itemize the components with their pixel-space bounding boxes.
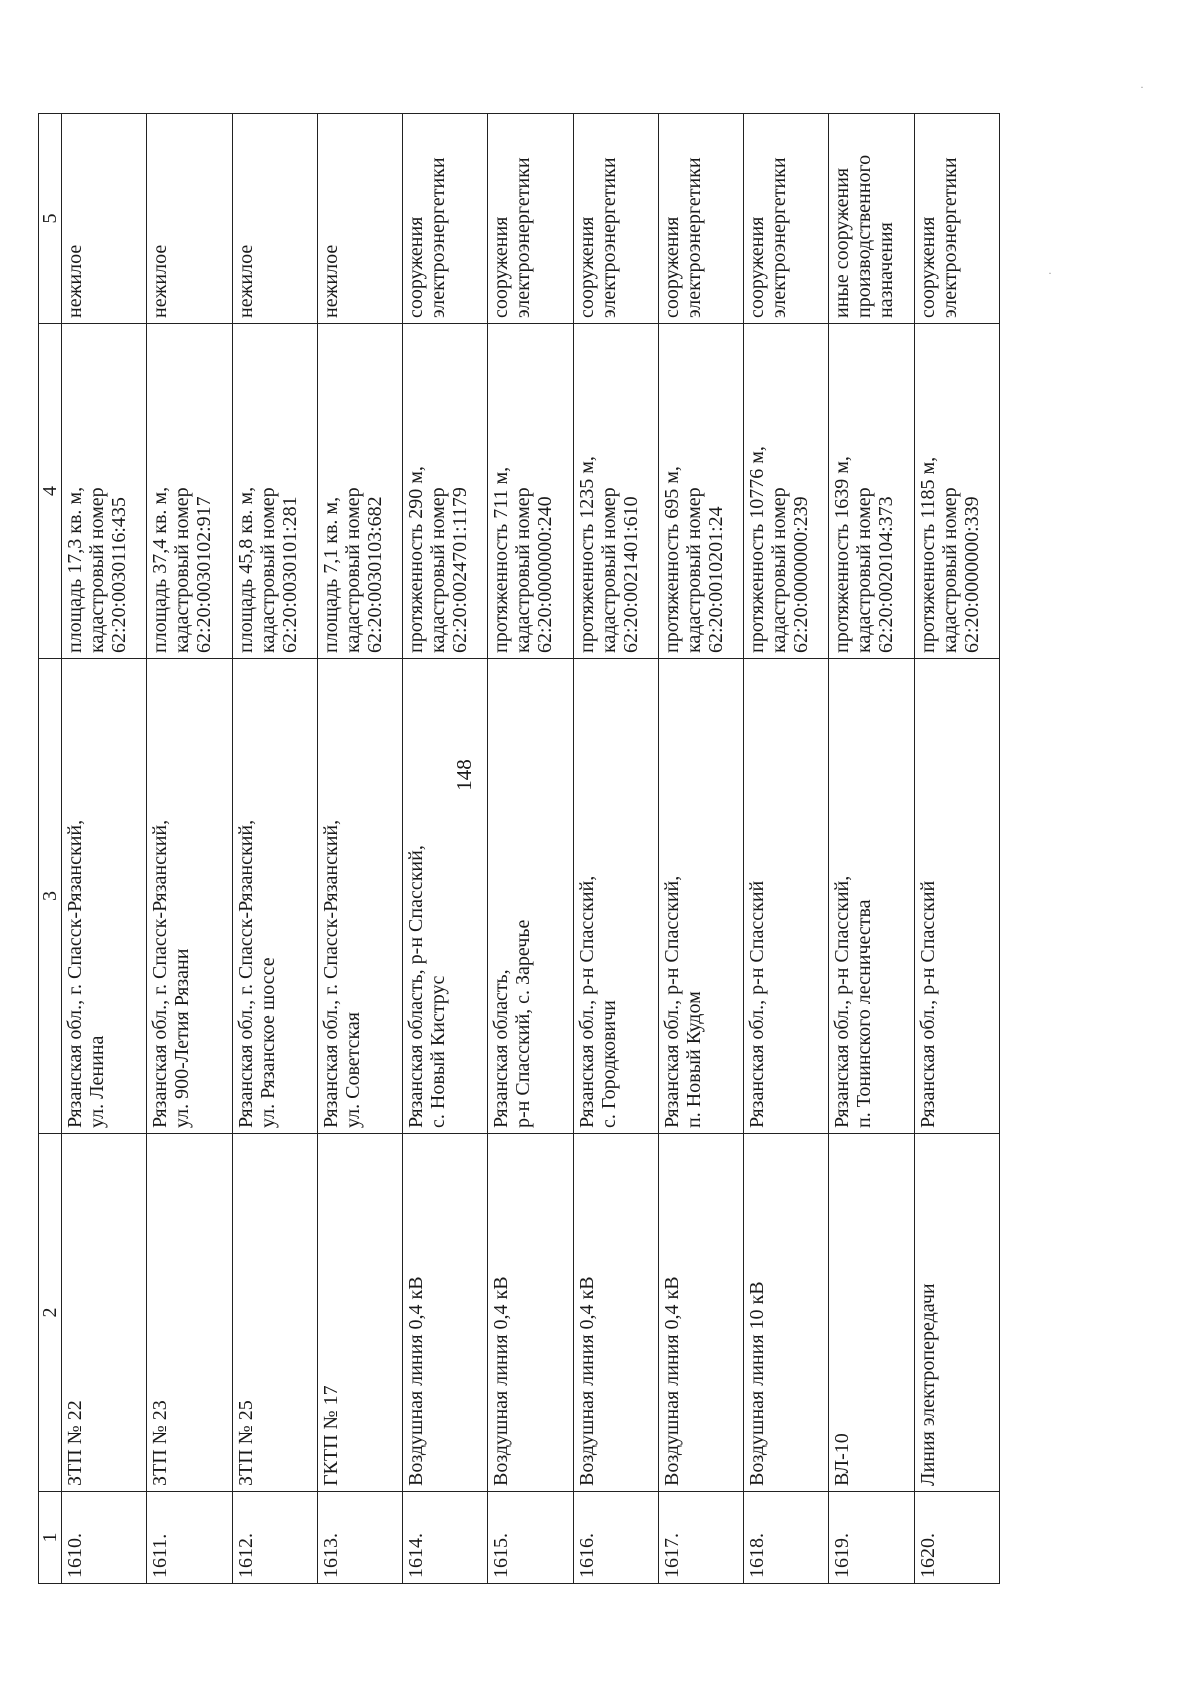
cell-purpose-line: электроэнергетики xyxy=(938,157,961,318)
cell-purpose-line: электроэнергетики xyxy=(768,157,791,318)
table-row xyxy=(403,114,488,1584)
cell-purpose xyxy=(658,114,743,324)
cell-number: 1611. xyxy=(147,1492,232,1584)
cell-number: 1615. xyxy=(488,1492,573,1584)
cell-address-line: ул. Ленина xyxy=(86,1035,108,1128)
cell-specs xyxy=(488,324,573,659)
header-col-1: 1 xyxy=(39,1492,62,1584)
cell-specs-line: 62:20:0024701:1179 xyxy=(449,487,472,653)
cell-address-line: Рязанская обл., г. Спасск-Рязанский, xyxy=(64,819,86,1128)
cell-address-line: Рязанская обл., р-н Спасский, xyxy=(660,875,683,1128)
cell-address-line: Рязанская обл., г. Спасск-Рязанский, xyxy=(234,819,257,1128)
cell-address-line: Рязанская обл., р-н Спасский, xyxy=(575,875,598,1128)
table-row xyxy=(658,114,743,1584)
table-row xyxy=(147,114,232,1584)
cell-purpose xyxy=(744,114,829,324)
cell-address-line: ул. 900-Летия Рязани xyxy=(171,948,194,1128)
header-col-2: 2 xyxy=(39,1134,62,1492)
cell-specs-line: кадастровый номер xyxy=(853,487,876,653)
cell-purpose xyxy=(232,114,317,324)
cell-specs-line: протяженность 695 м, xyxy=(660,466,683,653)
registry-table xyxy=(38,113,1000,1584)
table-frame xyxy=(38,114,1000,1584)
cell-purpose xyxy=(317,114,402,324)
cell-number: 1619. xyxy=(829,1492,914,1584)
cell-object-name: Воздушная линия 10 кВ xyxy=(744,1134,829,1492)
cell-address-line: с. Городковичи xyxy=(597,1000,620,1128)
cell-specs xyxy=(573,324,658,659)
table-row xyxy=(744,114,829,1584)
cell-specs-line: площадь 37,4 кв. м, xyxy=(149,486,172,653)
cell-purpose xyxy=(488,114,573,324)
cell-number: 1618. xyxy=(744,1492,829,1584)
scan-speck: · xyxy=(1048,266,1052,280)
cell-purpose-line: электроэнергетики xyxy=(682,157,705,318)
cell-object-name: ЗТП № 23 xyxy=(147,1134,232,1492)
cell-address xyxy=(232,659,317,1134)
cell-specs xyxy=(829,324,914,659)
cell-object-name: Воздушная линия 0,4 кВ xyxy=(573,1134,658,1492)
table-body xyxy=(62,114,1000,1584)
cell-specs xyxy=(914,324,999,659)
table-row xyxy=(317,114,402,1584)
cell-number: 1616. xyxy=(573,1492,658,1584)
cell-specs-line: 62:20:0000000:339 xyxy=(960,496,983,653)
cell-specs-line: площадь 17,3 кв. м, xyxy=(64,486,86,653)
cell-object-name: Воздушная линия 0,4 кВ xyxy=(658,1134,743,1492)
cell-object-name: ЗТП № 22 xyxy=(62,1134,147,1492)
cell-address-line: Рязанская область, xyxy=(490,969,513,1128)
cell-purpose-line: нежилое xyxy=(319,244,342,318)
cell-purpose-line: иные сооружения xyxy=(831,167,854,318)
cell-specs-line: кадастровый номер xyxy=(256,487,279,653)
cell-object-name: Воздушная линия 0,4 кВ xyxy=(403,1134,488,1492)
table-row xyxy=(232,114,317,1584)
cell-number: 1612. xyxy=(232,1492,317,1584)
cell-purpose-line: сооружения xyxy=(405,216,428,318)
header-col-5: 5 xyxy=(39,114,62,324)
cell-purpose xyxy=(829,114,914,324)
cell-address xyxy=(658,659,743,1134)
cell-purpose xyxy=(403,114,488,324)
cell-specs xyxy=(403,324,488,659)
table-row xyxy=(488,114,573,1584)
table-row xyxy=(573,114,658,1584)
cell-specs-line: протяженность 10776 м, xyxy=(746,446,769,653)
cell-specs-line: протяженность 290 м, xyxy=(405,466,428,653)
cell-purpose xyxy=(914,114,999,324)
cell-object-name: Линия электропередачи xyxy=(914,1134,999,1492)
cell-specs-line: 62:20:0030103:682 xyxy=(363,496,386,653)
cell-object-name: Воздушная линия 0,4 кВ xyxy=(488,1134,573,1492)
cell-specs-line: протяженность 711 м, xyxy=(490,466,513,653)
header-row xyxy=(39,114,62,1584)
cell-address xyxy=(914,659,999,1134)
cell-number: 1610. xyxy=(62,1492,147,1584)
cell-address-line: Рязанская обл., г. Спасск-Рязанский, xyxy=(149,819,172,1128)
cell-purpose-line: сооружения xyxy=(746,216,769,318)
cell-specs-line: 62:20:0021401:610 xyxy=(619,496,642,653)
cell-address-line: Рязанская обл., р-н Спасский, xyxy=(831,875,854,1128)
cell-specs xyxy=(317,324,402,659)
cell-specs-line: кадастровый номер xyxy=(938,487,961,653)
cell-object-name: ЗТП № 25 xyxy=(232,1134,317,1492)
cell-address xyxy=(488,659,573,1134)
cell-address-line: ул. Рязанское шоссе xyxy=(256,957,279,1128)
table-row xyxy=(914,114,999,1584)
cell-address-line: р-н Спасский, с. Заречье xyxy=(512,919,535,1128)
cell-specs xyxy=(62,324,147,659)
cell-number: 1620. xyxy=(914,1492,999,1584)
cell-address xyxy=(403,659,488,1134)
cell-purpose-line: электроэнергетики xyxy=(427,157,450,318)
cell-specs-line: площадь 7,1 кв. м, xyxy=(319,496,342,653)
cell-specs-line: кадастровый номер xyxy=(171,487,194,653)
cell-purpose-line: нежилое xyxy=(64,244,86,318)
cell-purpose-line: сооружения xyxy=(575,216,598,318)
table-row xyxy=(62,114,147,1584)
cell-specs-line: кадастровый номер xyxy=(597,487,620,653)
scan-speck: · xyxy=(1140,80,1144,94)
cell-specs-line: площадь 45,8 кв. м, xyxy=(234,486,257,653)
cell-specs-line: 62:20:0000000:240 xyxy=(534,496,557,653)
cell-purpose-line: назначения xyxy=(875,222,898,318)
cell-number: 1613. xyxy=(317,1492,402,1584)
cell-specs-line: 62:20:0000000:239 xyxy=(790,496,813,653)
cell-object-name: ГКТП № 17 xyxy=(317,1134,402,1492)
cell-specs-line: протяженность 1235 м, xyxy=(575,456,598,653)
cell-address-line: Рязанская область, р-н Спасский, xyxy=(405,845,428,1128)
cell-specs-line: кадастровый номер xyxy=(341,487,364,653)
cell-specs-line: 62:20:0030102:917 xyxy=(193,496,216,653)
cell-address-line: п. Новый Кудом xyxy=(682,991,705,1128)
cell-specs-line: кадастровый номер xyxy=(768,487,791,653)
cell-specs-line: протяженность 1185 м, xyxy=(916,456,939,653)
cell-specs-line: кадастровый номер xyxy=(512,487,535,653)
cell-specs-line: 62:20:0010201:24 xyxy=(704,506,727,653)
cell-purpose-line: сооружения xyxy=(916,216,939,318)
cell-address-line: п. Тонинского лесничества xyxy=(853,899,876,1128)
cell-address xyxy=(62,659,147,1134)
cell-specs xyxy=(658,324,743,659)
cell-address xyxy=(573,659,658,1134)
cell-specs xyxy=(147,324,232,659)
cell-specs-line: кадастровый номер xyxy=(682,487,705,653)
cell-number: 1617. xyxy=(658,1492,743,1584)
cell-purpose-line: нежилое xyxy=(234,244,257,318)
cell-specs xyxy=(744,324,829,659)
cell-address xyxy=(829,659,914,1134)
cell-purpose xyxy=(147,114,232,324)
cell-specs-line: кадастровый номер xyxy=(86,487,108,653)
cell-purpose-line: сооружения xyxy=(660,216,683,318)
cell-purpose xyxy=(62,114,147,324)
cell-address xyxy=(744,659,829,1134)
header-col-3: 3 xyxy=(39,659,62,1134)
cell-number: 1614. xyxy=(403,1492,488,1584)
cell-purpose-line: электроэнергетики xyxy=(512,157,535,318)
cell-specs-line: 62:20:0020104:373 xyxy=(875,496,898,653)
cell-purpose xyxy=(573,114,658,324)
table-header xyxy=(39,114,62,1584)
table-row xyxy=(829,114,914,1584)
cell-address-line: Рязанская обл., г. Спасск-Рязанский, xyxy=(319,819,342,1128)
cell-purpose-line: электроэнергетики xyxy=(597,157,620,318)
cell-specs-line: 62:20:0030101:281 xyxy=(278,496,301,653)
cell-specs-line: кадастровый номер xyxy=(427,487,450,653)
cell-address-line: ул. Советская xyxy=(341,1012,364,1128)
cell-address-line: Рязанская обл., р-н Спасский xyxy=(746,880,769,1128)
cell-address xyxy=(147,659,232,1134)
page-number: 148 xyxy=(452,759,476,791)
cell-specs-line: протяженность 1639 м, xyxy=(831,456,854,653)
cell-address xyxy=(317,659,402,1134)
cell-specs-line: 62:20:0030116:435 xyxy=(108,497,130,653)
cell-address-line: Рязанская обл., р-н Спасский xyxy=(916,880,939,1128)
cell-purpose-line: нежилое xyxy=(149,244,172,318)
cell-purpose-line: сооружения xyxy=(490,216,513,318)
cell-address-line: с. Новый Киструс xyxy=(427,975,450,1128)
cell-purpose-line: производственного xyxy=(853,154,876,318)
header-col-4: 4 xyxy=(39,324,62,659)
cell-specs xyxy=(232,324,317,659)
cell-object-name: ВЛ-10 xyxy=(829,1134,914,1492)
